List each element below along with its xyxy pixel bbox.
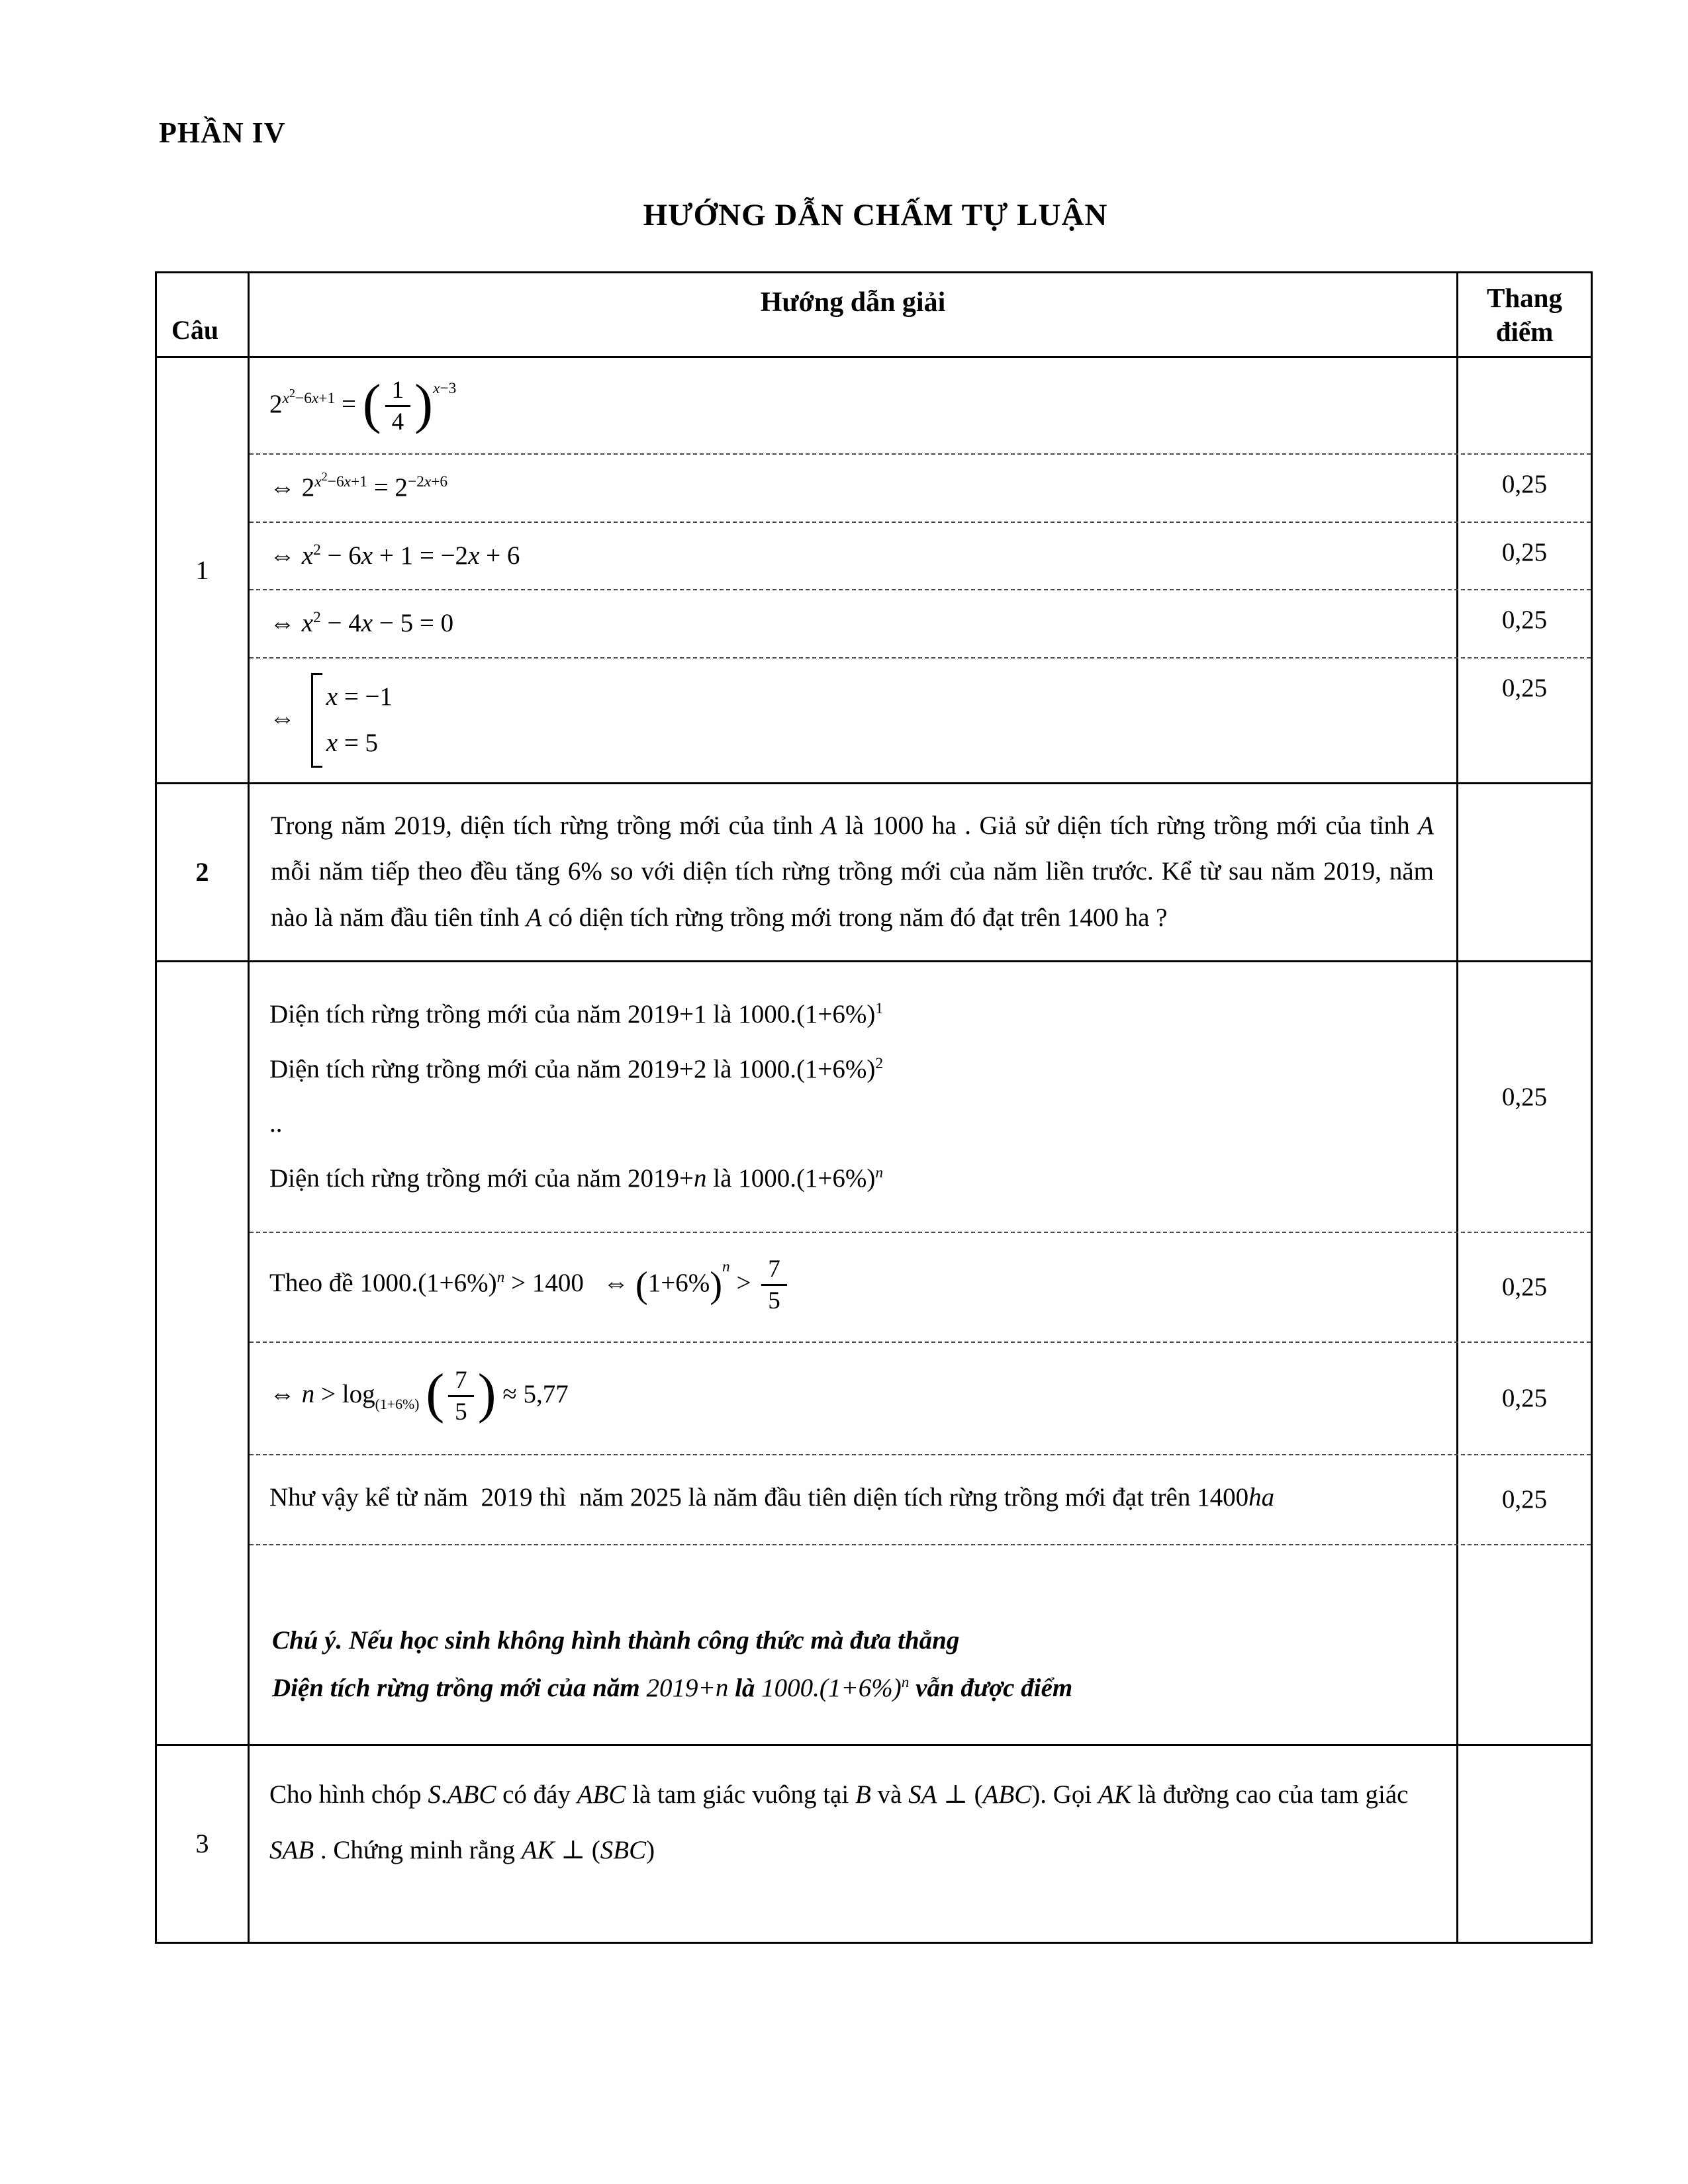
solution-step-text: ⇔ x = −1 x = 5 [250, 659, 1458, 782]
solution-step-row [250, 1342, 1591, 1454]
solution-step-text: Diện tích rừng trồng mới của năm 2019+1 là $1000.(1+6\%)^1$ Diện tích rừng trồng mới của năm 2019+2 là $1000.(1+6\%)^2$ .. Diện tích rừng trồng mới của năm 2019+n là $1000.(1+6\%)^n$ [250, 962, 1458, 1232]
note-cell: Chú ý. Nếu học sinh không hình thành công thức mà đưa thẳng Diện tích rừng trồng mới của năm 2019+n là $1000.(1+6\%)^n$ vẫn được điểm [250, 1545, 1458, 1744]
grading-table [155, 271, 1593, 1944]
solution-step-text: ⇔ $2^{x^2-6x+1} = 2^{-2x+6}$ [250, 455, 1458, 522]
question-2-solution [250, 962, 1591, 1744]
header-cell-guide: Hướng dẫn giải [250, 273, 1458, 356]
header-rest [250, 273, 1591, 356]
score-cell: 0,25 [1501, 1082, 1548, 1111]
solution-step-row [250, 657, 1591, 782]
solution-step-row [250, 453, 1591, 522]
score-cell: 0,25 [1501, 469, 1548, 498]
question-statement: Trong năm 2019, diện tích rừng trồng mới của tỉnh A là 1000 ha . Giả sử diện tích rừng trồng mới của tỉnh A mỗi năm tiếp theo đều tăng 6% so với diện tích rừng trồng mới của năm liền trước. Kể từ sau năm 2019, năm nào là năm đầu tiên tỉnh A có diện tích rừng trồng mới trong năm đó đạt trên 1400 ha ? [250, 784, 1458, 960]
solution-step-text: ⇔ $n > \log_{(1+6\%)}$ ( $\frac{7}{5}$ ) ≈ 5,77 [250, 1343, 1458, 1454]
question-3-statement-rest [250, 1746, 1591, 1942]
statement-subrow [250, 1746, 1591, 1942]
document-title: HƯỚNG DẪN CHẤM TỰ LUẬN [643, 198, 1108, 232]
solution-step-text: Như vậy kể từ năm 2019 thì năm 2025 là năm đầu tiên diện tích rừng trồng mới đạt trên 1400ha [250, 1455, 1458, 1544]
solution-step-row [250, 1454, 1591, 1544]
question-1-solution [250, 358, 1591, 782]
score-cell [1458, 1545, 1591, 1744]
question-1-row [157, 358, 1591, 784]
score-cell: 0,25 [1501, 1384, 1548, 1413]
solution-step-row [250, 522, 1591, 590]
score-cell [1458, 1746, 1591, 1942]
header-cell-score: Thang điểm [1487, 283, 1562, 347]
header-subrow [250, 273, 1591, 356]
score-cell: 0,25 [1501, 1273, 1548, 1302]
question-2-statement-row [157, 784, 1591, 962]
question-2-solution-gutter [157, 962, 250, 1744]
score-cell: 0,25 [1501, 606, 1548, 635]
score-cell: 0,25 [1501, 673, 1548, 702]
solution-step-text: $2^{x^2-6x+1}$ = ( $\frac{1}{4}$ )$^{x-3}$ [250, 358, 1458, 453]
part-label: PHẦN IV [159, 116, 286, 149]
header-cell-question: Câu [157, 273, 250, 356]
question-statement: Cho hình chóp S.ABC có đáy ABC là tam giác vuông tại B và SA ⊥ (ABC). Gọi AK là đường cao của tam giác SAB . Chứng minh rằng AK ⊥ (SBC) [250, 1746, 1458, 1942]
question-1-number: 1 [157, 358, 250, 782]
solution-step-text: Theo đề $1000.(1+6\%)^n > 1400$ ⇔ $(1+6\%)^n$ > $\frac{7}{5}$ [250, 1233, 1458, 1342]
solution-step-text: ⇔ $x^2 - 4x - 5 = 0$ [250, 590, 1458, 657]
solution-step-row [250, 962, 1591, 1232]
question-3-number: 3 [157, 1746, 250, 1942]
question-2-statement-rest [250, 784, 1591, 960]
score-cell: 0,25 [1501, 1485, 1548, 1514]
solution-step-row [250, 358, 1591, 453]
question-2-number: 2 [157, 784, 250, 960]
score-cell [1458, 358, 1591, 453]
solution-step-row [250, 1232, 1591, 1342]
score-cell [1458, 784, 1591, 960]
note-row [250, 1544, 1591, 1744]
score-cell: 0,25 [1501, 537, 1548, 567]
question-3-row [157, 1746, 1591, 1942]
solution-step-row [250, 589, 1591, 657]
table-header-row [157, 273, 1591, 358]
statement-subrow [250, 784, 1591, 960]
solution-step-text: ⇔ $x^2 - 6x + 1 = -2x + 6$ [250, 523, 1458, 590]
question-2-solution-row [157, 962, 1591, 1746]
